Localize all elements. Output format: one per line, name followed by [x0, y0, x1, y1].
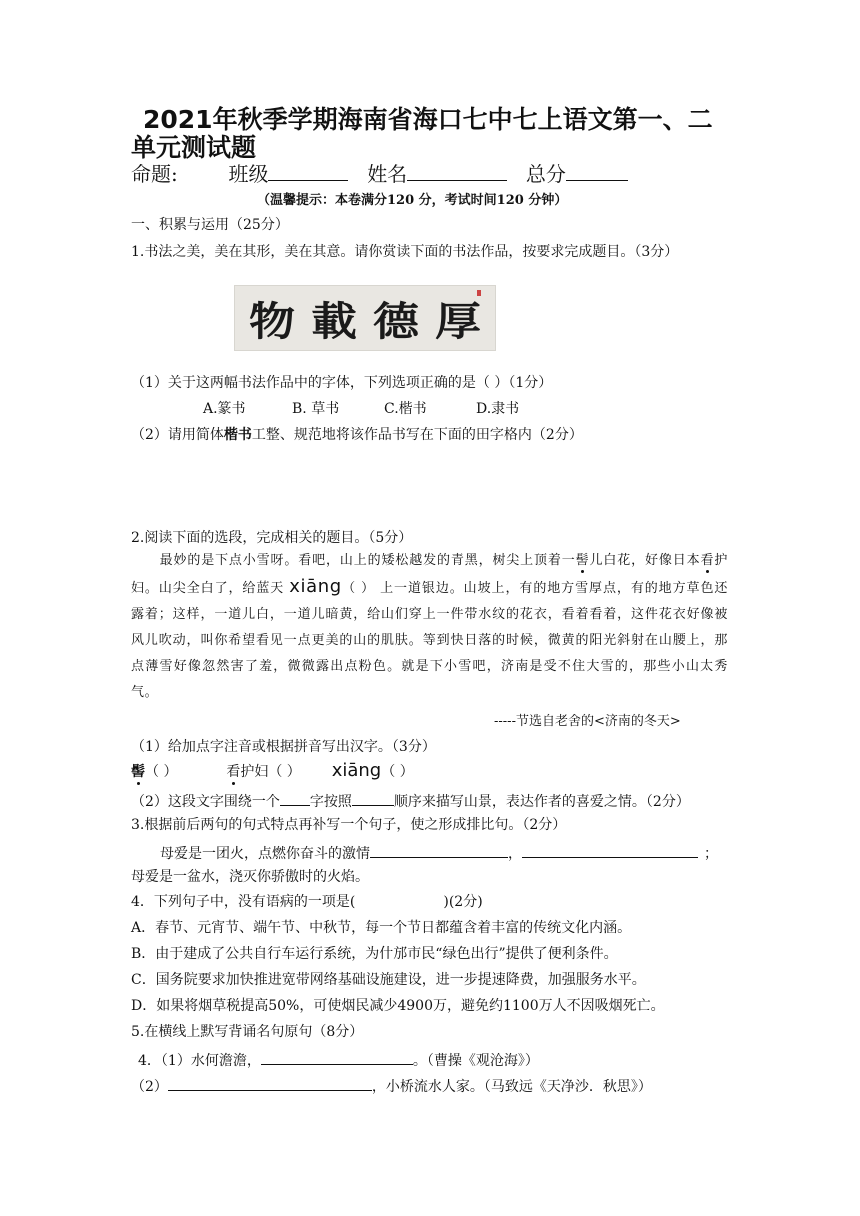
q4-stem-text: 4．下列句子中，没有语病的一项是(: [131, 894, 356, 910]
q2-answer-line: [131, 760, 414, 781]
q5-blank-1[interactable]: [261, 1047, 413, 1065]
q2-sub2-text: 字按照: [309, 794, 352, 810]
q3-semicolon: ；: [704, 846, 718, 862]
q5-item1: [138, 1047, 539, 1070]
q5-item2: [131, 1073, 652, 1096]
q1-option-d[interactable]: D.隶书: [476, 401, 520, 417]
q4-option-d[interactable]: D．如果将烟草税提高50%，可使烟民减少4900万，避免约1100万人不因吸烟死亡。: [131, 998, 665, 1014]
calligraphy-char: 厚: [435, 297, 481, 345]
answer-char: 髻: [131, 764, 145, 780]
answer-blank-2[interactable]: （ ）: [268, 764, 301, 780]
dotted-char: 髻: [575, 553, 590, 568]
passage-text: 儿白花，好像: [589, 553, 673, 568]
calligraphy-char: 德: [373, 297, 419, 345]
q1-sub2-bold: 楷书: [223, 427, 252, 443]
answer-pinyin: xiāng: [331, 760, 382, 781]
passage-text: 护妇。山尖全白了，给蓝天: [131, 553, 728, 596]
calligraphy-char: 載: [311, 297, 357, 345]
q4-option-a[interactable]: A．春节、元宵节、端午节、中秋节，每一个节日都蕴含着丰富的传统文化内涵。: [131, 920, 632, 936]
q1-sub2-post: 工整、规范地将该作品书写在下面的田字格内（2分）: [251, 427, 583, 443]
author-label: 命题:: [131, 162, 178, 186]
reading-passage: [131, 548, 728, 706]
q3-line2: 母爱是一盆水，浇灭你骄傲时的火焰。: [131, 869, 369, 885]
class-blank[interactable]: [268, 163, 348, 181]
q5-item1-source: 。（曹操《观沧海》）: [412, 1053, 539, 1069]
q2-blank-order[interactable]: [352, 788, 394, 806]
q4-stem: [131, 891, 483, 911]
q2-sub2: [131, 788, 690, 811]
answer-blank-3[interactable]: （ ）: [381, 764, 414, 780]
q1-option-b[interactable]: B. 草书: [292, 401, 340, 417]
dotted-char: 看: [700, 553, 715, 568]
passage-blank[interactable]: （ ） 上一道银边。山坡上，有的地方雪厚: [341, 581, 603, 596]
q2-sub2-text: 顺序来描写山景，表达作者的喜爱之情。（2分）: [393, 794, 690, 810]
exam-meta-line: [131, 158, 628, 187]
passage-text: 最妙的是下点小雪呀。看吧，山上的矮松越发的青黑，树尖上顶着一: [159, 553, 576, 568]
seal-stamp-icon: [477, 290, 481, 296]
q2-blank-word[interactable]: [280, 788, 310, 806]
answer-word: 护妇: [240, 764, 269, 780]
score-blank[interactable]: [566, 163, 628, 181]
passage-pinyin: xiāng: [289, 576, 342, 597]
q5-item2-source: ，小桥流水人家。（马致远《天净沙．秋思》）: [371, 1079, 652, 1095]
q3-blank-2[interactable]: [522, 840, 698, 858]
q2-sub2-text: （2）这段文字围绕一个: [131, 794, 280, 810]
q1-stem: 1.书法之美，美在其形，美在其意。请你赏读下面的书法作品，按要求完成题目。（3分）: [131, 244, 679, 260]
q3-line1: [160, 840, 718, 863]
page-title-line2: 单元测试题: [131, 133, 257, 162]
answer-char: 看: [226, 764, 241, 780]
q3-comma: ，: [508, 846, 522, 862]
q4-stem-text: )(2分): [443, 894, 483, 910]
name-blank[interactable]: [407, 163, 507, 181]
q3-blank-1[interactable]: [370, 840, 508, 858]
passage-text: 日本: [672, 553, 701, 568]
answer-blank-1[interactable]: （ ）: [145, 764, 178, 780]
q1-option-c[interactable]: C.楷书: [384, 401, 427, 417]
q3-line1-text: 母爱是一团火，点燃你奋斗的激情: [160, 846, 370, 862]
q1-sub2-pre: （2）请用简体: [131, 427, 224, 443]
score-label: 总分: [525, 162, 566, 186]
passage-text: 点，有的地方草色还露着；这样，一道儿白，一道儿暗黄，给山们穿上一件带水纹的花衣，看着看着，这件花衣好像被风儿吹动，叫你希望看见一点更美的山的肌肤。等到快日落的时候，微黄的阳光斜射在山腰上，那点薄雪好像忽然害了羞，微微露出点粉色。就是下小雪吧，济南是受不住大雪的，那些小山太秀气。: [131, 581, 728, 700]
page-title: 2021年秋季学期海南省海口七中七上语文第一、二: [143, 105, 713, 134]
q2-sub1: （1）给加点字注音或根据拼音写出汉字。（3分）: [131, 739, 436, 755]
section-heading: 一、积累与运用（25分）: [131, 217, 289, 233]
q2-stem: 2.阅读下面的选段，完成相关的题目。（5分）: [131, 530, 413, 546]
q1-option-a[interactable]: A.篆书: [203, 401, 246, 417]
passage-source: -----节选自老舍的<济南的冬天>: [494, 714, 681, 729]
name-label: 姓名: [367, 162, 408, 186]
q5-item1-text: 4．（1）水何澹澹，: [138, 1053, 261, 1069]
exam-tip: （温馨提示：本卷满分120 分，考试时间120 分钟）: [257, 193, 568, 208]
calligraphy-char: 物: [249, 297, 295, 345]
q1-sub1: （1）关于这两幅书法作品中的字体，下列选项正确的是（ ）（1分）: [131, 375, 553, 391]
q4-option-c[interactable]: C．国务院要求加快推进宽带网络基础设施建设，进一步提速降费，加强服务水平。: [131, 972, 646, 988]
q5-item2-text: （2）: [131, 1079, 168, 1095]
q5-blank-2[interactable]: [168, 1073, 372, 1091]
q4-option-b[interactable]: B．由于建成了公共自行车运行系统，为什邡市民“绿色出行”提供了便利条件。: [131, 946, 618, 962]
class-label: 班级: [228, 162, 269, 186]
q3-stem: 3.根据前后两句的句式特点再补写一个句子，使之形成排比句。（2分）: [131, 817, 567, 833]
q1-sub2: [131, 424, 583, 444]
calligraphy-image: [234, 285, 496, 351]
q5-stem: 5.在横线上默写背诵名句原句（8分）: [131, 1024, 364, 1040]
